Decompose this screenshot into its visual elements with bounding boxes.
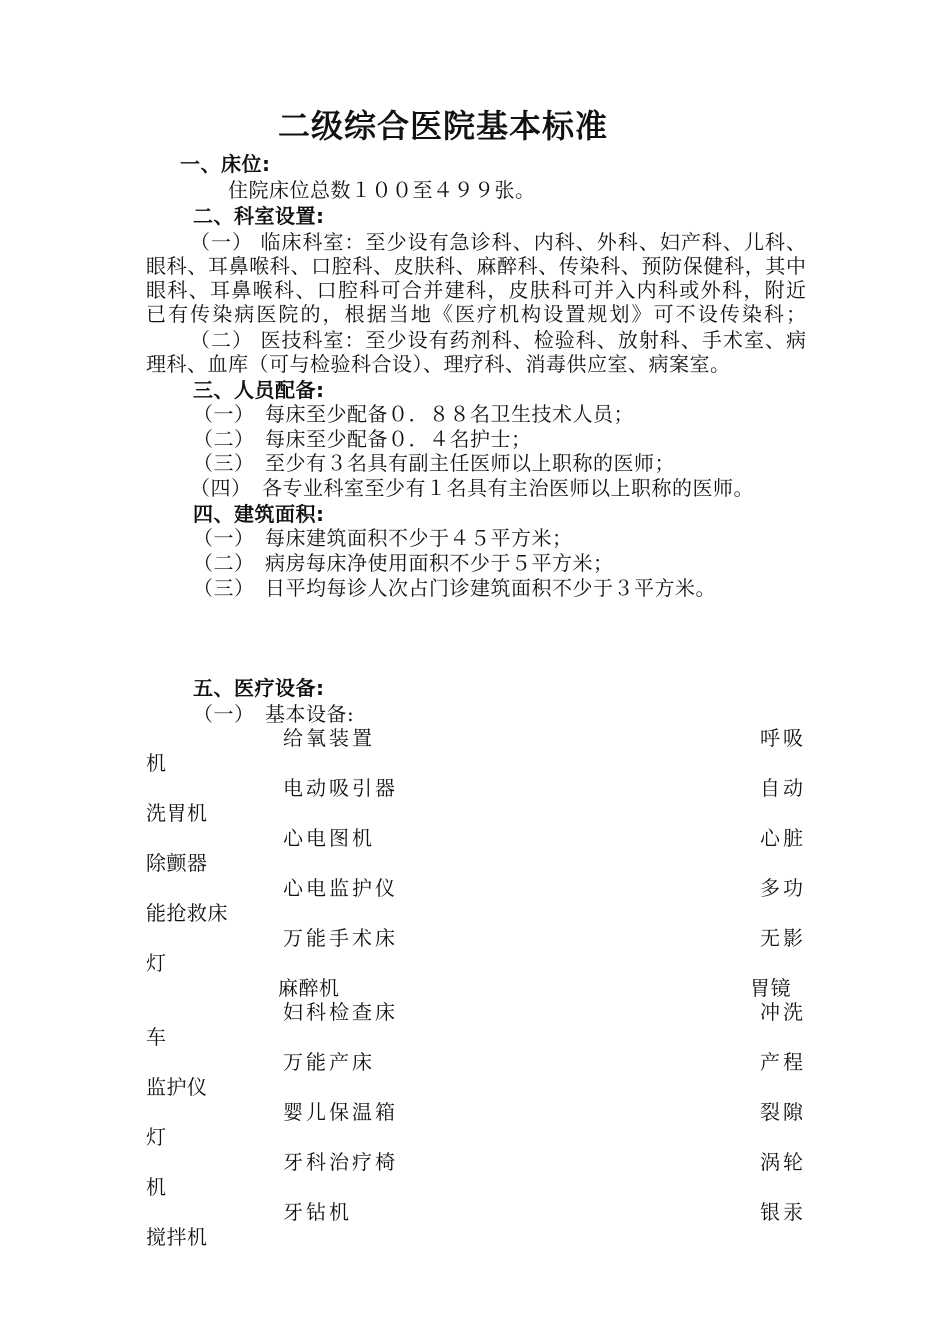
section-heading-equipment: 五、医疗设备: — [193, 676, 325, 700]
departments-clinical-line: 已有传染病医院的，根据当地《医疗机构设置规划》可不设传染科； — [146, 302, 806, 326]
section-heading-floor-area: 四、建筑面积: — [193, 502, 325, 526]
equipment-item-continued: 产程 — [760, 1050, 806, 1074]
equipment-item-wrap: 搅拌机 — [146, 1225, 208, 1249]
equipment-item-continued: 呼吸 — [760, 726, 806, 750]
equipment-item-continued: 冲洗 — [760, 1000, 806, 1024]
staffing-item: （四） 各专业科室至少有１名具有主治医师以上职称的医师。 — [190, 476, 754, 500]
equipment-item-continued: 无影 — [760, 926, 806, 950]
floor-area-item: （一） 每床建筑面积不少于４５平方米； — [193, 526, 573, 550]
departments-tech-line: 理科、血库（可与检验科合设）、理疗科、消毒供应室、病案室。 — [146, 352, 731, 376]
departments-clinical-line: 眼科、耳鼻喉科、口腔科可合并建科，皮肤科可并入内科或外科，附近 — [146, 278, 806, 302]
equipment-item-continued: 胃镜 — [750, 976, 791, 1000]
document-title: 二级综合医院基本标准 — [277, 107, 608, 145]
equipment-item: 牙科治疗椅 — [283, 1150, 398, 1174]
beds-text: 住院床位总数１００至４９９张。 — [228, 178, 536, 202]
equipment-item-wrap: 机 — [146, 1175, 167, 1199]
departments-clinical-line: （一） 临床科室：至少设有急诊科、内科、外科、妇产科、儿科、 — [190, 230, 806, 254]
section-heading-staffing: 三、人员配备: — [193, 378, 325, 402]
equipment-item-continued: 银汞 — [760, 1200, 806, 1224]
equipment-item: 婴儿保温箱 — [283, 1100, 398, 1124]
equipment-item-wrap: 灯 — [146, 951, 167, 975]
equipment-item-continued: 自动 — [760, 776, 806, 800]
equipment-subheading: （一） 基本设备: — [193, 702, 355, 726]
equipment-item: 电动吸引器 — [283, 776, 398, 800]
equipment-item: 麻醉机 — [278, 976, 340, 1000]
equipment-item-wrap: 除颤器 — [146, 851, 208, 875]
equipment-item-wrap: 机 — [146, 751, 167, 775]
equipment-item-continued: 涡轮 — [760, 1150, 806, 1174]
equipment-item: 心电监护仪 — [283, 876, 398, 900]
staffing-item: （一） 每床至少配备０．８８名卫生技术人员； — [193, 402, 634, 426]
equipment-item-wrap: 车 — [146, 1025, 167, 1049]
equipment-item: 妇科检查床 — [283, 1000, 398, 1024]
section-heading-beds: 一、床位: — [180, 152, 271, 176]
departments-tech-line: （二） 医技科室：至少设有药剂科、检验科、放射科、手术室、病 — [190, 328, 806, 352]
staffing-item: （二） 每床至少配备０．４名护士； — [193, 427, 532, 451]
equipment-item-continued: 裂隙 — [760, 1100, 806, 1124]
equipment-item-continued: 多功 — [760, 876, 806, 900]
equipment-item-wrap: 能抢救床 — [146, 901, 228, 925]
equipment-item-wrap: 监护仪 — [146, 1075, 208, 1099]
equipment-item-continued: 心脏 — [760, 826, 806, 850]
staffing-item: （三） 至少有３名具有副主任医师以上职称的医师； — [193, 451, 675, 475]
equipment-item-wrap: 洗胃机 — [146, 801, 208, 825]
floor-area-item: （三） 日平均每诊人次占门诊建筑面积不少于３平方米。 — [193, 576, 716, 600]
floor-area-item: （二） 病房每床净使用面积不少于５平方米； — [193, 551, 614, 575]
equipment-item: 万能手术床 — [283, 926, 398, 950]
departments-clinical-line: 眼科、耳鼻喉科、口腔科、皮肤科、麻醉科、传染科、预防保健科，其中 — [146, 254, 806, 278]
section-heading-departments: 二、科室设置: — [193, 204, 325, 228]
equipment-item: 给氧装置 — [283, 726, 375, 750]
equipment-item-wrap: 灯 — [146, 1125, 167, 1149]
equipment-item: 万能产床 — [283, 1050, 375, 1074]
equipment-item: 牙钻机 — [283, 1200, 352, 1224]
equipment-item: 心电图机 — [283, 826, 375, 850]
